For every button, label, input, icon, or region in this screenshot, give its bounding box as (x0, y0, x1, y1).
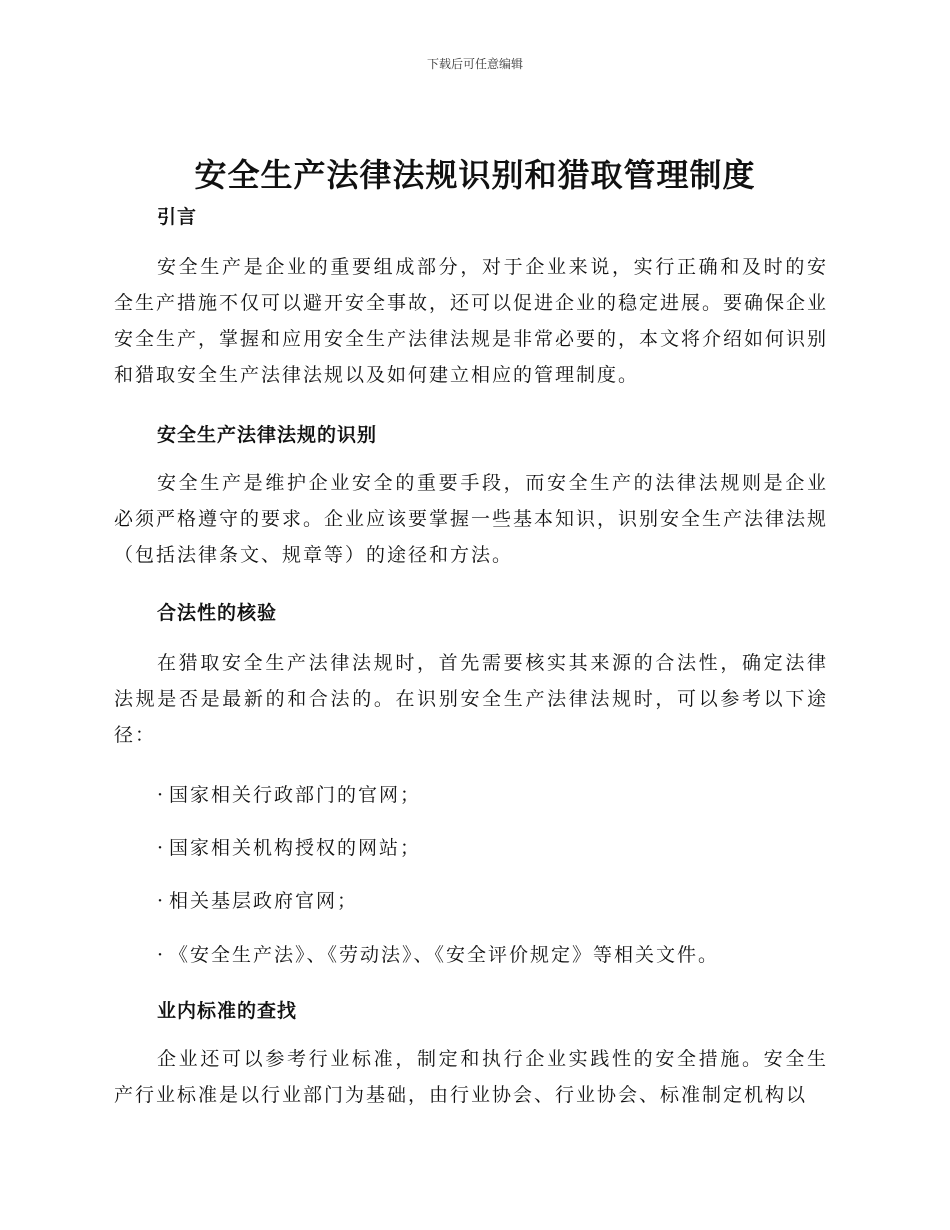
section-heading-intro: 引言 (157, 206, 198, 228)
document-title: 安全生产法律法规识别和猎取管理制度 (194, 156, 756, 194)
section-heading-legality: 合法性的核验 (157, 602, 278, 624)
bullet-marker: · (157, 890, 166, 912)
paragraph-identify: 安全生产是维护企业安全的重要手段，而安全生产的法律法规则是企业必须严格遵守的要求。企业应该要掌握一些基本知识，识别安全生产法律法规（包括法律条文、规章等）的途径和方法。 (114, 472, 829, 566)
list-item-text: 国家相关行政部门的官网； (169, 784, 422, 806)
list-item (157, 886, 358, 913)
paragraph-standards: 企业还可以参考行业标准，制定和执行企业实践性的安全措施。安全生产行业标准是以行业部门为基础，由行业协会、行业协会、标准制定机构以 (114, 1048, 828, 1106)
paragraph-legality: 在猎取安全生产法律法规时，首先需要核实其来源的合法性，确定法律法规是否是最新的和合法的。在识别安全生产法律法规时，可以参考以下途径： (114, 652, 828, 746)
list-item (157, 940, 719, 967)
section-heading-identify: 安全生产法律法规的识别 (157, 424, 378, 446)
page-header-note: 下载后可任意编辑 (426, 57, 523, 71)
list-item-text: 国家相关机构授权的网站； (169, 837, 422, 859)
bullet-marker: · (157, 837, 166, 859)
list-item (157, 780, 421, 807)
list-item (157, 833, 421, 860)
list-item-text: 《安全生产法》、《劳动法》、《安全评价规定》等相关文件。 (169, 944, 720, 966)
list-item-text: 相关基层政府官网； (169, 890, 359, 912)
bullet-marker: · (157, 944, 166, 966)
bullet-marker: · (157, 784, 166, 806)
paragraph-intro: 安全生产是企业的重要组成部分，对于企业来说，实行正确和及时的安全生产措施不仅可以避开安全事故，还可以促进企业的稳定进展。要确保企业安全生产，掌握和应用安全生产法律法规是非常必要的，本文将介绍如何识别和猎取安全生产法律法规以及如何建立相应的管理制度。 (114, 256, 829, 386)
section-heading-standards: 业内标准的查找 (157, 1000, 298, 1022)
